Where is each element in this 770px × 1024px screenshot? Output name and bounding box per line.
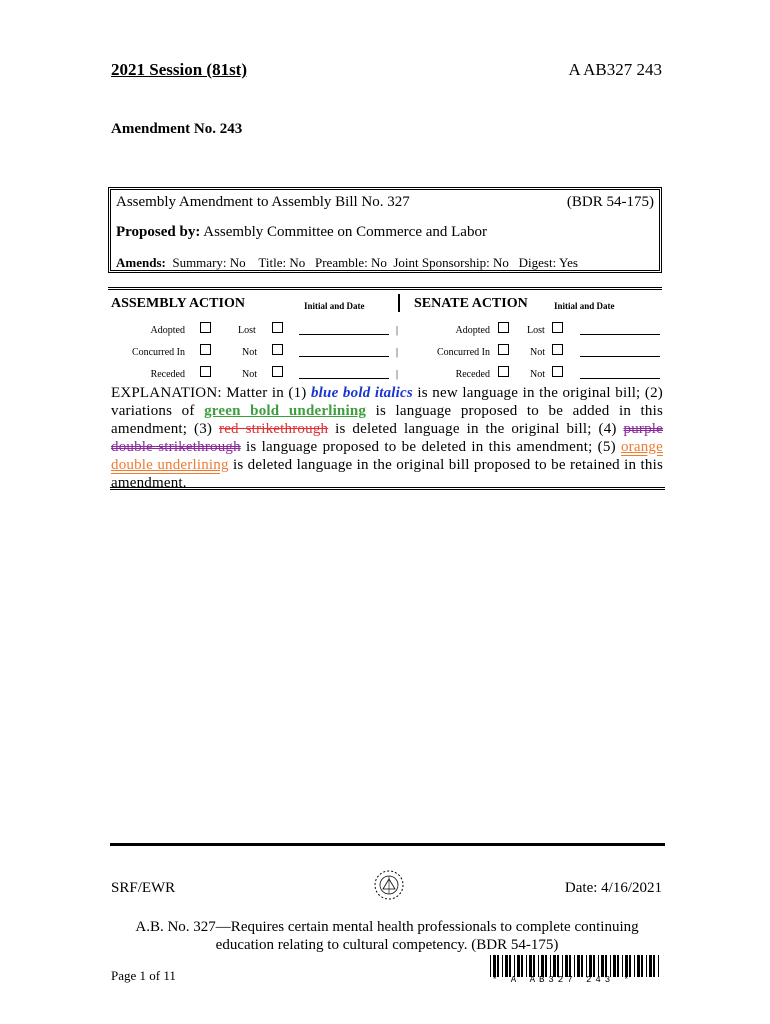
footer-rule: [110, 843, 665, 846]
proposed-value: Assembly Committee on Commerce and Labor: [203, 224, 487, 240]
senate-not2-checkbox[interactable]: [552, 366, 563, 377]
box-title: Assembly Amendment to Assembly Bill No. 327: [116, 194, 410, 210]
assembly-signature-line: [299, 334, 389, 335]
amendment-date: Date: 4/16/2021: [564, 880, 662, 896]
explanation-text: is deleted language in the original bill proposed to be retained in this amendment.: [111, 457, 663, 491]
amends-line: [116, 255, 578, 271]
barcode-icon: [490, 955, 662, 977]
senate-receded-checkbox[interactable]: [498, 366, 509, 377]
senate-action-title: SENATE ACTION: [414, 296, 528, 311]
assembly-not-checkbox[interactable]: [272, 344, 283, 355]
explanation-text: is language proposed to be deleted in this amendment; (5): [246, 439, 616, 455]
assembly-lost-checkbox[interactable]: [272, 322, 283, 333]
separator-bar: |: [396, 347, 399, 358]
page-number: Page 1 of 11: [111, 968, 176, 983]
red-strikethrough-sample: red strikethrough: [219, 421, 329, 437]
assembly-adopted-label: Adopted: [150, 325, 185, 336]
amendment-info-box: [108, 187, 662, 273]
assembly-signature-line: [299, 378, 389, 379]
purple-double-strike-sample: purple double strikethrough: [111, 421, 664, 455]
explanation-text: is new language in the original bill; (2) variations of: [111, 385, 663, 419]
green-underline-sample: green bold underlining: [204, 403, 367, 419]
proposed-label: Proposed by:: [116, 224, 201, 240]
amends-value: Summary: No Title: No Preamble: No Joint Sponsorship: No Digest: Yes: [172, 255, 578, 270]
assembly-initial-date: Initial and Date: [304, 301, 365, 311]
assembly-not2-label: Not: [242, 369, 257, 380]
senate-lost-checkbox[interactable]: [552, 322, 563, 333]
action-divider: [398, 294, 400, 312]
separator-bar: |: [396, 369, 399, 380]
senate-not2-label: Not: [530, 369, 545, 380]
explanation-bottom-rule: [110, 487, 665, 494]
orange-double-underline-sample: orange double underlining: [111, 439, 663, 473]
senate-signature-line: [580, 378, 660, 379]
senate-initial-date: Initial and Date: [554, 301, 615, 311]
senate-not-checkbox[interactable]: [552, 344, 563, 355]
bdr-number: (BDR 54-175): [566, 194, 654, 210]
drafter-initials: SRF/EWR: [111, 880, 176, 896]
blue-bold-italics-sample: blue bold italics: [310, 385, 413, 401]
senate-signature-line: [580, 334, 660, 335]
assembly-signature-line: [299, 356, 389, 357]
action-section: [108, 287, 662, 379]
assembly-receded-label: Receded: [150, 369, 185, 380]
assembly-receded-checkbox[interactable]: [200, 366, 211, 377]
senate-adopted-checkbox[interactable]: [498, 322, 509, 333]
barcode-label: * A AB327 243 *: [492, 975, 634, 985]
amendment-number: Amendment No. 243: [111, 121, 243, 137]
proposed-by: [116, 224, 487, 241]
assembly-adopted-checkbox[interactable]: [200, 322, 211, 333]
senate-concurred-checkbox[interactable]: [498, 344, 509, 355]
explanation-paragraph: [111, 384, 663, 492]
senate-concurred-label: Concurred In: [436, 347, 490, 358]
summary-line: A.B. No. 327—Requires certain mental health professionals to complete continuing: [135, 919, 639, 935]
senate-not-label: Not: [530, 347, 545, 358]
session-title: 2021 Session (81st): [111, 60, 248, 79]
explanation-text: EXPLANATION: Matter in (1): [111, 385, 307, 401]
bill-summary: [111, 918, 663, 954]
assembly-not2-checkbox[interactable]: [272, 366, 283, 377]
assembly-concurred-label: Concurred In: [131, 347, 185, 358]
explanation-text: is deleted language in the original bill; (4): [335, 421, 617, 437]
assembly-action-title: ASSEMBLY ACTION: [111, 296, 245, 311]
amends-label: Amends:: [116, 255, 166, 270]
state-seal-icon: [372, 868, 406, 902]
assembly-not-label: Not: [242, 347, 257, 358]
senate-receded-label: Receded: [455, 369, 490, 380]
senate-adopted-label: Adopted: [455, 325, 490, 336]
amendment-code: A AB327 243: [568, 60, 662, 79]
explanation-text: is language proposed to be added in this amendment; (3): [111, 403, 664, 437]
assembly-concurred-checkbox[interactable]: [200, 344, 211, 355]
senate-lost-label: Lost: [527, 325, 545, 336]
assembly-lost-label: Lost: [238, 325, 256, 336]
senate-signature-line: [580, 356, 660, 357]
summary-line: education relating to cultural competency. (BDR 54-175): [215, 937, 559, 953]
separator-bar: |: [396, 325, 399, 336]
